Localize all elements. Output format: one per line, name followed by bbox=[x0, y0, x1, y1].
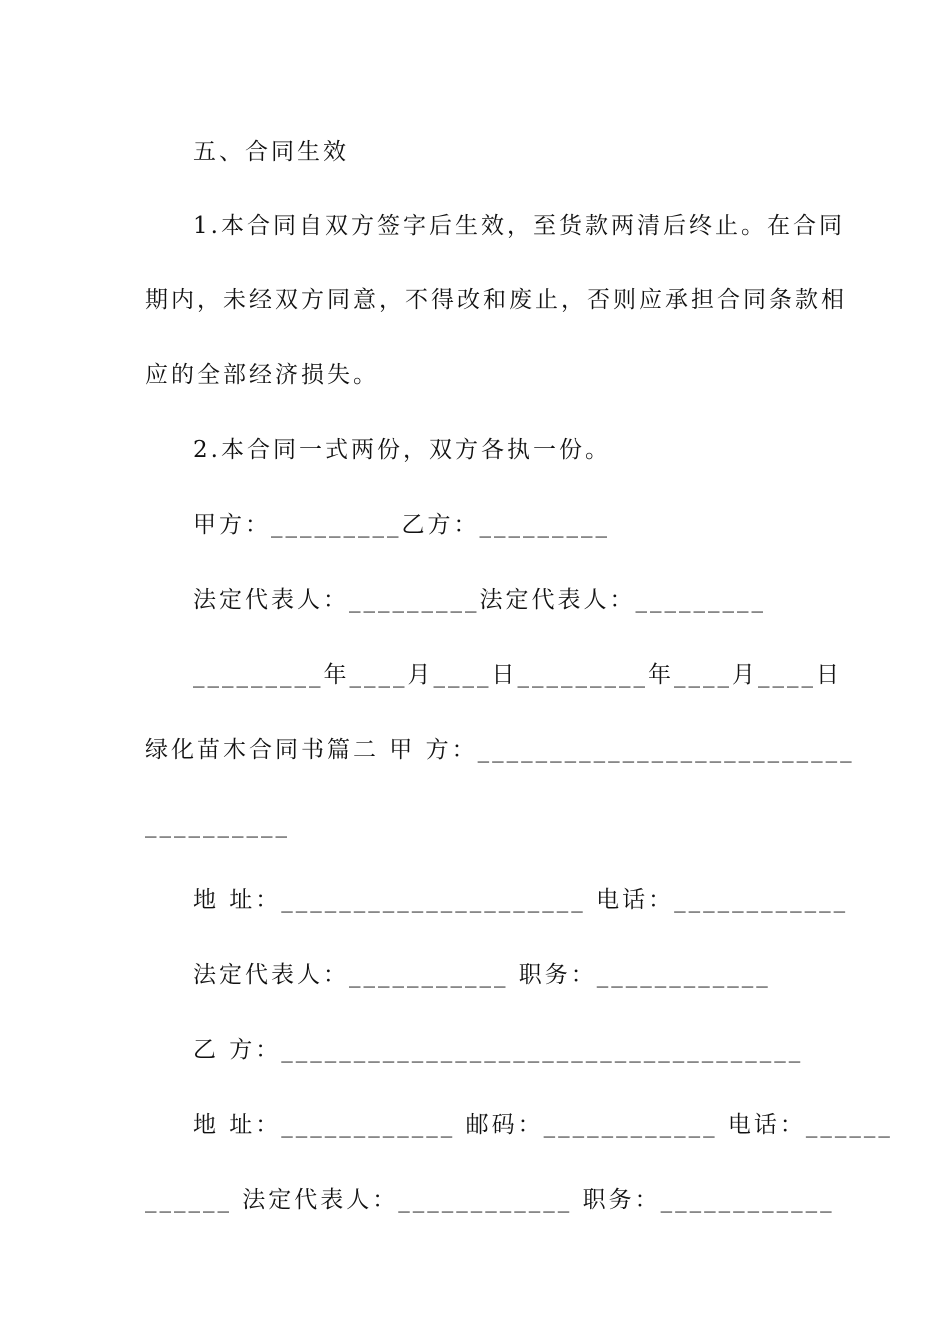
party-a-representative-position: 法定代表人：___________ 职务：____________ bbox=[193, 962, 771, 988]
clause-1-line-3: 应的全部经济损失。 bbox=[145, 362, 379, 388]
party-a-address-phone: 地 址：_____________________ 电话：____________ bbox=[193, 887, 849, 913]
party-names-line: 甲方：_________乙方：_________ bbox=[193, 512, 610, 538]
clause-1-line-1: 1.本合同自双方签字后生效，至货款两清后终止。在合同 bbox=[193, 213, 845, 239]
party-b-line: 乙 方：____________________________________ bbox=[193, 1037, 804, 1063]
party-b-representative-position: ______ 法定代表人：____________ 职务：____________ bbox=[145, 1187, 835, 1213]
party-b-address-postcode-phone: 地 址：____________ 邮码：____________ 电话：______ bbox=[193, 1112, 893, 1138]
legal-representatives-line: 法定代表人：_________法定代表人：_________ bbox=[193, 587, 766, 613]
clause-1-line-2: 期内，未经双方同意，不得改和废止，否则应承担合同条款相 bbox=[145, 287, 847, 313]
section-heading: 五、合同生效 bbox=[193, 139, 349, 165]
clause-2: 2.本合同一式两份，双方各执一份。 bbox=[193, 437, 611, 463]
date-line: _________年____月____日_________年____月____日 bbox=[193, 662, 842, 688]
party-a-continuation-line: __________ bbox=[145, 812, 290, 838]
contract-two-party-a-line: 绿化苗木合同书篇二 甲 方：__________________________ bbox=[145, 737, 855, 763]
